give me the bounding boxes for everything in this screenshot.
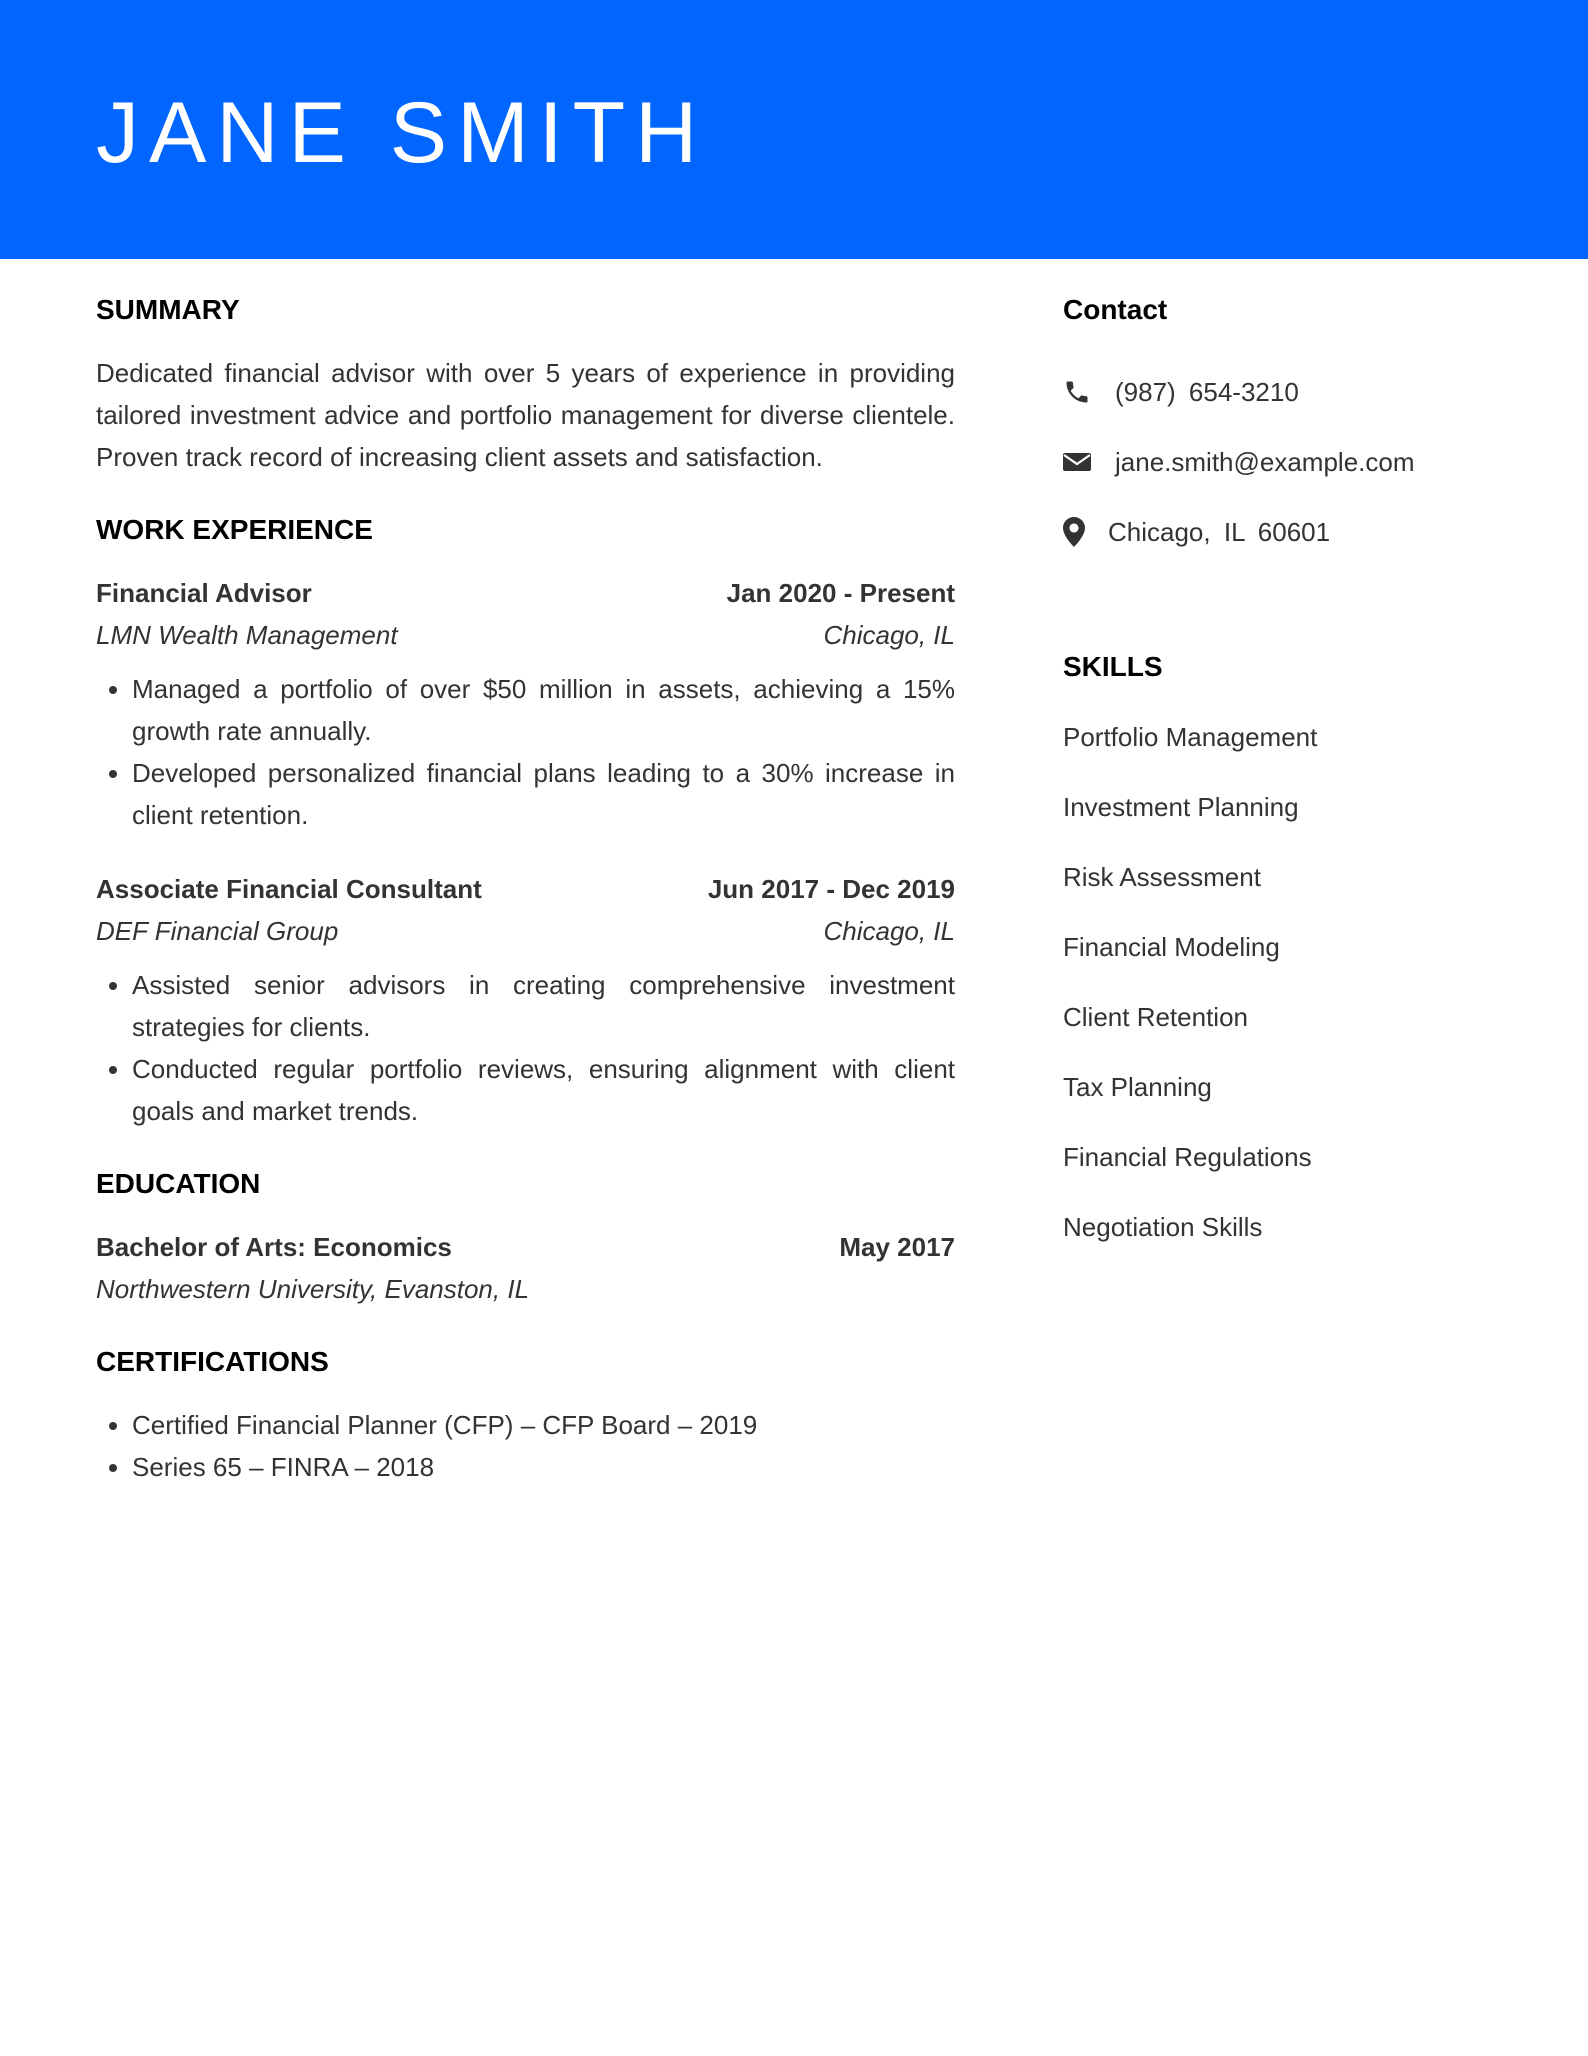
job-bullet: • Conducted regular portfolio reviews, ensuring alignment with client goals and market trends. xyxy=(132,1048,955,1132)
education-heading: EDUCATION xyxy=(96,1168,261,1199)
skill-item: Negotiation Skills xyxy=(1063,1212,1263,1242)
job-company: LMN Wealth Management xyxy=(96,620,398,650)
job-role: Financial Advisor xyxy=(96,578,312,608)
main-column xyxy=(96,280,955,1488)
job-bullet: • Managed a portfolio of over $50 million in assets, achieving a 15% growth rate annually. xyxy=(132,668,955,752)
job-location: Chicago, IL xyxy=(823,620,955,650)
skill-item: Financial Regulations xyxy=(1063,1142,1312,1172)
job-dates: Jun 2017 - Dec 2019 xyxy=(707,874,955,904)
education-entry xyxy=(96,1226,955,1310)
contact-list xyxy=(1063,357,1503,567)
contact-heading: Contact xyxy=(1063,294,1168,325)
skill-item: Financial Modeling xyxy=(1063,932,1280,962)
location-text: Chicago, IL 60601 xyxy=(1108,516,1331,547)
skill-item: Portfolio Management xyxy=(1063,722,1318,752)
envelope-icon xyxy=(1063,447,1115,477)
certifications-heading: CERTIFICATIONS xyxy=(96,1346,329,1377)
contact-location xyxy=(1063,497,1503,567)
certification-list xyxy=(96,1404,955,1488)
graduation-date: May 2017 xyxy=(839,1232,955,1262)
job-bullets xyxy=(96,668,955,836)
skill-item: Tax Planning xyxy=(1063,1072,1212,1102)
skill-item: Risk Assessment xyxy=(1063,862,1261,892)
skills-heading: SKILLS xyxy=(1063,651,1163,682)
phone-icon xyxy=(1063,377,1115,407)
contact-email xyxy=(1063,427,1503,497)
skill-item: Client Retention xyxy=(1063,1002,1248,1032)
sidebar-column xyxy=(1063,280,1503,1262)
job-entry xyxy=(96,572,955,836)
work-experience-heading: WORK EXPERIENCE xyxy=(96,514,373,545)
job-role: Associate Financial Consultant xyxy=(96,874,482,904)
header-banner xyxy=(0,0,1588,259)
certification-item: • Series 65 – FINRA – 2018 xyxy=(132,1446,955,1488)
email-address: jane.smith@example.com xyxy=(1115,446,1415,477)
phone-number: (987) 654-3210 xyxy=(1115,376,1299,407)
summary-heading: SUMMARY xyxy=(96,294,240,325)
job-dates: Jan 2020 - Present xyxy=(726,578,955,608)
job-bullet: • Assisted senior advisors in creating comprehensive investment strategies for clients. xyxy=(132,964,955,1048)
certification-item: • Certified Financial Planner (CFP) – CFP Board – 2019 xyxy=(132,1404,955,1446)
job-location: Chicago, IL xyxy=(823,916,955,946)
job-entry xyxy=(96,868,955,1132)
degree: Bachelor of Arts: Economics xyxy=(96,1232,452,1262)
contact-phone xyxy=(1063,357,1503,427)
candidate-name: JANE SMITH xyxy=(96,85,708,181)
summary-text: Dedicated financial advisor with over 5 years of experience in providing tailored investment advice and portfolio management for diverse clientele. Proven track record of increasing client assets and satisfaction. xyxy=(96,358,955,472)
school: Northwestern University, Evanston, IL xyxy=(96,1274,530,1304)
job-bullet: • Developed personalized financial plans leading to a 30% increase in client retention. xyxy=(132,752,955,836)
skills-list xyxy=(1063,702,1503,1262)
job-bullets xyxy=(96,964,955,1132)
job-company: DEF Financial Group xyxy=(96,916,339,946)
map-pin-icon xyxy=(1063,517,1108,547)
skill-item: Investment Planning xyxy=(1063,792,1299,822)
